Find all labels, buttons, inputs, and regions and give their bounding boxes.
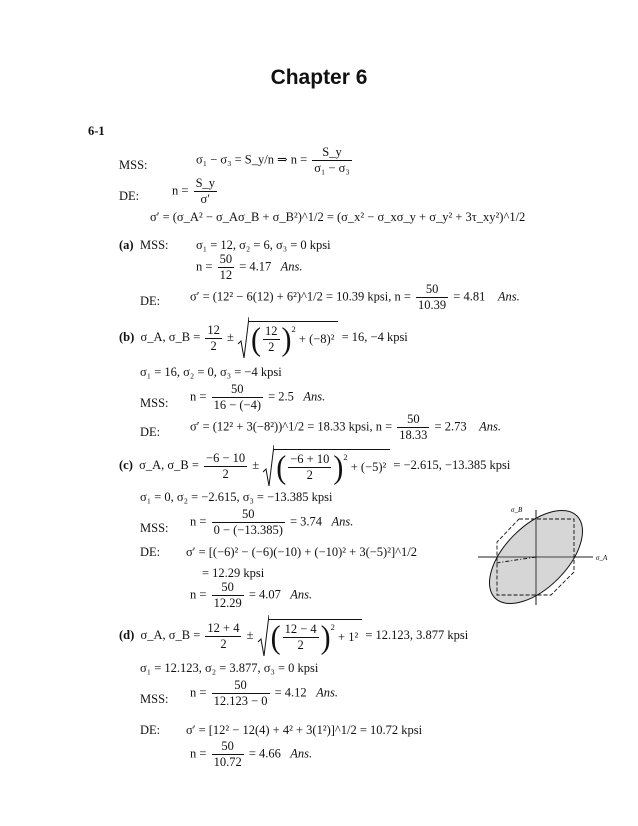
part-d-mss-label: MSS: bbox=[140, 692, 169, 706]
part-a-n: n = $\frac{50}{12}$ = 4.17 Ans. bbox=[196, 252, 303, 282]
failure-envelope-figure bbox=[478, 500, 608, 610]
part-d-de: σ′ = [12² − 12(4) + 4² + 3(1²)]^1/2 = 10.72 kpsi bbox=[186, 723, 423, 737]
part-c-n2: n = $\frac{50}{12.29}$ = 4.07 Ans. bbox=[190, 580, 313, 610]
mss-equation bbox=[196, 145, 354, 176]
part-b-stresses: σ₁ = 16, σ₂ = 0, σ₃ = −4 kpsi bbox=[140, 365, 282, 379]
de-label: DE: bbox=[119, 189, 140, 203]
part-d-n2: n = $\frac{50}{10.72}$ = 4.66 Ans. bbox=[190, 739, 313, 769]
von-mises-equation: σ′ = (σ_A² − σ_Aσ_B + σ_B²)^1/2 = (σ_x² − σ_xσ_y + σ_y² + 3τ_xy²)^1/2 bbox=[150, 210, 526, 224]
part-d-n: n = $\frac{50}{12.123 - 0}$ = 4.12 Ans. bbox=[190, 678, 338, 708]
part-a-de-label: DE: bbox=[140, 294, 161, 308]
de-equation: n = $\frac{S\_y}{\sigma'}$ bbox=[172, 176, 216, 206]
part-a-label: (a) bbox=[119, 238, 134, 252]
part-c-de-label: DE: bbox=[140, 545, 161, 559]
part-a-de: σ′ = (12² − 6(12) + 6²)^1/2 = 10.39 kpsi, n = $\frac{50}{10.39}$ = 4.81 Ans. bbox=[190, 282, 520, 312]
part-b-n: n = $\frac{50}{16 - (-4)}$ = 2.5 Ans. bbox=[190, 382, 326, 412]
part-c-mss-label: MSS: bbox=[140, 521, 169, 535]
sigma-a-label: σ_A bbox=[596, 554, 608, 562]
mss-eq-text: σ₁ − σ₃ = S_y/n ⇒ n = bbox=[196, 152, 308, 167]
part-a-stresses: σ₁ = 12, σ₂ = 6, σ₃ = 0 kpsi bbox=[196, 238, 331, 252]
part-c-stresses: σ₁ = 0, σ₂ = −2.615, σ₃ = −13.385 kpsi bbox=[140, 490, 333, 504]
part-b-principal: (b) σ_A, σ_B = $\frac{12}{2}$ ± ( $\frac{12}{2}$ ) $^2$ + (−8)² = 16, −4 kpsi bbox=[119, 316, 408, 360]
mss-fraction: $\frac{S\_y}{\text{σ₁ − σ₃}}$ bbox=[314, 145, 350, 175]
part-d-stresses: σ₁ = 12.123, σ₂ = 3.877, σ₃ = 0 kpsi bbox=[140, 661, 319, 675]
part-c-de: σ′ = [(−6)² − (−6)(−10) + (−10)² + 3(−5)²]^1/2 bbox=[186, 545, 417, 559]
sigma-b-label: σ_B bbox=[511, 506, 523, 514]
part-a-mss-label: MSS: bbox=[140, 238, 169, 252]
mss-label: MSS: bbox=[119, 158, 148, 172]
part-d-de-label: DE: bbox=[140, 723, 161, 737]
part-c-n: n = $\frac{50}{0 - (-13.385)}$ = 3.74 Ans. bbox=[190, 507, 354, 537]
chapter-title: Chapter 6 bbox=[270, 66, 368, 89]
de-ellipse bbox=[478, 500, 599, 610]
part-d-principal: (d) σ_A, σ_B = $\frac{12 + 4}{2}$ ± ( $\frac{12 - 4}{2}$ ) $^2$ + 1² = 12.123, 3.877 kpsi bbox=[119, 614, 468, 658]
part-b-de: σ′ = (12² + 3(−8²))^1/2 = 18.33 kpsi, n = $\frac{50}{18.33}$ = 2.73 Ans. bbox=[190, 412, 501, 442]
part-c-principal: (c) σ_A, σ_B = $\frac{-6 - 10}{2}$ ± ( $\frac{-6 + 10}{2}$ ) $^2$ + (−5)² = −2.615, −13.385 kpsi bbox=[119, 444, 510, 488]
part-b-mss-label: MSS: bbox=[140, 396, 169, 410]
problem-number: 6-1 bbox=[88, 124, 105, 138]
part-c-de-value: = 12.29 kpsi bbox=[202, 566, 265, 580]
part-b-de-label: DE: bbox=[140, 425, 161, 439]
